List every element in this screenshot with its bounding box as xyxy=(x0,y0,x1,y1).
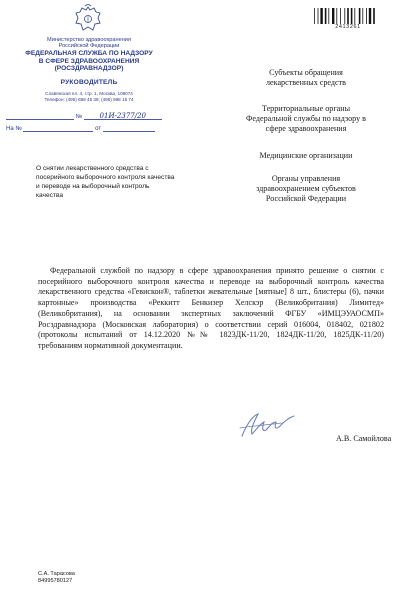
barcode-bar xyxy=(325,8,327,24)
body-paragraph: Федеральной службой по надзору в сфере здравоохранения принято решение о снятии с посерийного выборочного контроля качества и переводе на выборочный контроль качества лекарственного средства «Гевискон®, таблетки жевательные [мятные] 8 шт., блистеры (6), пачки картонные» производства «Реккитт Бенкизер Хелскэр (Великобритания) Лимитед» (Великобритания), на основании экспертных заключений ФГБУ «ИМЦЭУАОСМП» Росздравнадзора (Московская лаборатория) о соответствии серий 016004, 018402, 021802 (протоколы испытаний от 14.12.2020 №№ 1823ДК-11/20, 1824ДК-11/20, 1825ДК-11/20) требованиям нормативной документации. xyxy=(38,266,384,350)
letter-body xyxy=(38,266,384,352)
barcode-bar xyxy=(373,8,375,24)
ministry-line-2: Российской Федерации xyxy=(58,43,120,50)
ref-date-label: от xyxy=(95,126,102,132)
barcode-number: 2413261 xyxy=(335,24,361,30)
agency-line-1: ФЕДЕРАЛЬНАЯ СЛУЖБА ПО НАДЗОРУ xyxy=(25,50,153,57)
barcode-bar xyxy=(362,8,363,24)
recipient-2-line-1: Территориальные органы xyxy=(261,104,351,113)
barcode-bar xyxy=(328,8,329,24)
barcode-bar xyxy=(351,8,353,24)
ministry-line-1: Министерство здравоохранения xyxy=(47,37,131,43)
barcode-bar xyxy=(347,8,349,24)
number-label: № xyxy=(75,114,83,120)
agency-address xyxy=(20,91,158,103)
executor-name: С.А. Тарасова xyxy=(38,571,75,577)
registration-line xyxy=(6,112,166,122)
number-blank xyxy=(84,112,162,120)
signer-name: А.В. Самойлова xyxy=(336,434,392,443)
recipient-4-line-3: Российской Федерации xyxy=(265,194,347,204)
agency-line-2: В СФЕРЕ ЗДРАВООХРАНЕНИЯ xyxy=(38,57,140,65)
barcode-bar xyxy=(340,8,341,24)
recipient-3-line-1: Медицинские организации xyxy=(259,151,353,160)
barcode-bar xyxy=(354,8,355,24)
agency-line-3: (РОСЗДРАВНАДЗОР) xyxy=(54,65,124,73)
recipient-4-line-1: Органы управления xyxy=(271,174,341,183)
russian-coat-of-arms-icon xyxy=(74,4,102,34)
ref-date-blank xyxy=(103,124,155,132)
barcode-bar xyxy=(314,8,315,24)
barcode-bar xyxy=(366,8,367,24)
executor-info xyxy=(38,571,158,584)
address-line-2: Телефон: (495) 698 45 38; (495) 698 15 74 xyxy=(44,97,134,102)
ref-number-blank xyxy=(23,124,93,132)
position-title: РУКОВОДИТЕЛЬ xyxy=(60,79,118,86)
barcode-bar xyxy=(359,8,361,24)
barcode-bar xyxy=(344,8,345,24)
recipient-block-3 xyxy=(226,151,386,161)
recipient-block-4 xyxy=(226,174,386,205)
barcode-bar xyxy=(336,8,337,24)
agency-name xyxy=(20,50,158,73)
recipient-2-line-3: сфере здравоохранения xyxy=(265,124,347,134)
date-blank xyxy=(6,112,74,120)
ref-label: На № xyxy=(6,126,22,132)
barcode-bar xyxy=(332,8,334,24)
ministry-name xyxy=(20,37,158,50)
recipient-1-line-1: Субъекты обращения xyxy=(269,68,343,77)
registration-number: 01И-2377/20 xyxy=(99,112,147,120)
barcode-bar xyxy=(369,8,371,24)
recipient-4-line-2: здравоохранением субъектов xyxy=(256,184,356,194)
barcode xyxy=(313,8,383,24)
recipient-1-line-2: лекарственных средств xyxy=(266,78,346,88)
recipient-block-2 xyxy=(226,104,386,135)
executor-phone: 84995780127 xyxy=(38,577,73,584)
letter-subject: О снятии лекарственного средства с посерийного выборочного контроля качества и переводе на выборочный контроль качества xyxy=(36,165,175,199)
reference-line xyxy=(6,124,166,134)
recipient-2-line-2: Федеральной службы по надзору в xyxy=(246,114,366,124)
recipient-block-1 xyxy=(226,68,386,88)
handwritten-signature xyxy=(236,408,304,442)
barcode-bar xyxy=(318,8,319,24)
barcode-bar xyxy=(320,8,322,24)
address-line-1: Славянская пл. 4, стр. 1, Москва, 109074 xyxy=(45,91,133,96)
